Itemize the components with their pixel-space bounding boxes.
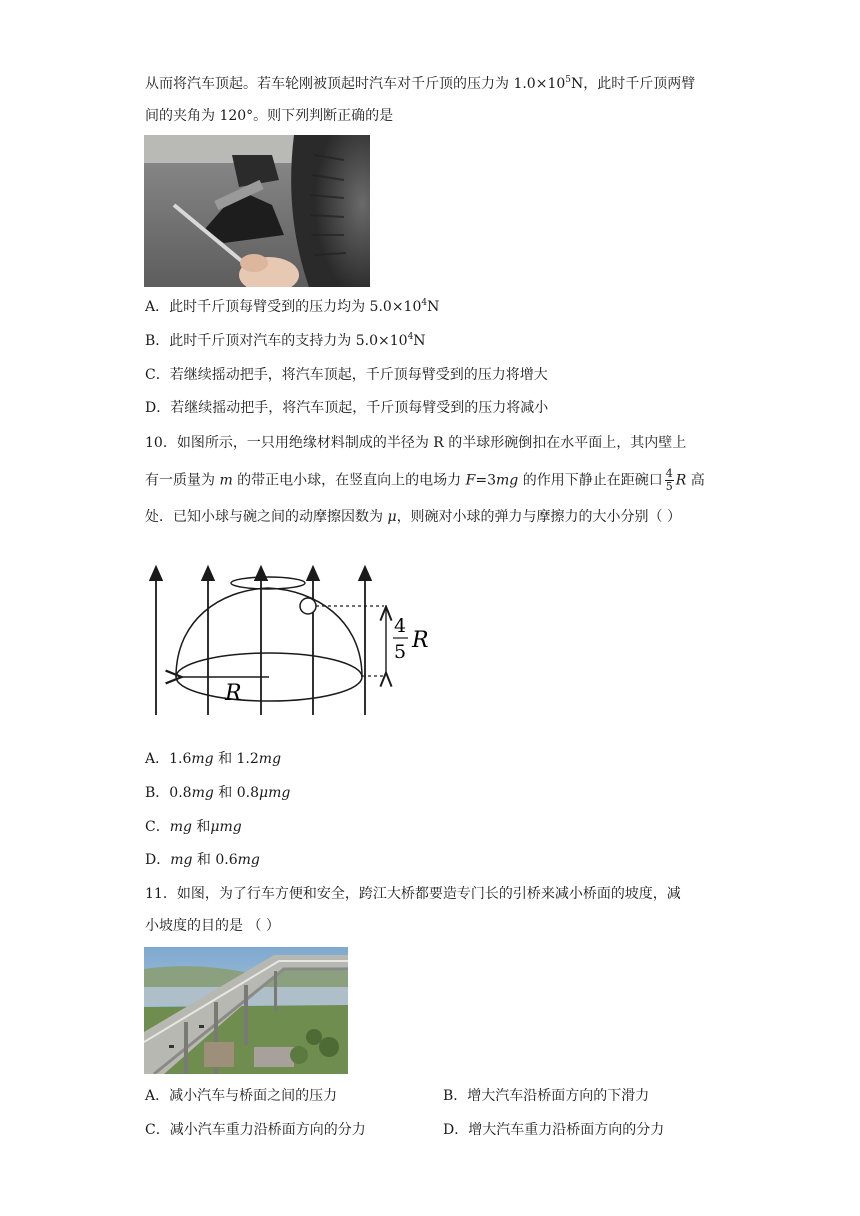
height-frac-num: 4 [394, 615, 407, 637]
q10-option-c: C．mg 和μmg [145, 819, 242, 835]
q10-stem-line1: 10．如图所示，一只用绝缘材料制成的半径为 R 的半球形碗倒扣在水平面上，其内壁上 [145, 435, 687, 451]
q11-option-b: B．增大汽车沿桥面方向的下滑力 [443, 1088, 650, 1104]
q10-option-a: A．1.6mg 和 1.2mg [145, 751, 282, 767]
hemisphere-bowl-diagram [140, 560, 450, 720]
q9-option-d: D．若继续摇动把手，将汽车顶起，千斤顶每臂受到的压力将减小 [145, 400, 549, 416]
q10-option-d: D．mg 和 0.6mg [145, 852, 260, 868]
q10-stem-line3: 处．已知小球与碗之间的动摩擦因数为 μ，则碗对小球的弹力与摩擦力的大小分别（ ） [145, 509, 682, 525]
height-frac-den: 5 [394, 641, 407, 663]
height-frac-r: R [412, 628, 429, 653]
q9-option-a: A．此时千斤顶每臂受到的压力均为 $5.0\times 10^4N$ [145, 298, 440, 315]
q11-stem-line1: 11．如图，为了行车方便和安全，跨江大桥都要造专门长的引桥来减小桥面的坡度，减 [145, 886, 681, 902]
q9-option-b: B．此时千斤顶对汽车的支持力为 $5.0\times 10^4N$ [145, 332, 426, 349]
bowl-dome [176, 588, 362, 677]
top-small-ellipse [231, 577, 305, 589]
car-jack-photo [144, 135, 370, 287]
q11-stem-line2: 小坡度的目的是 （ ） [145, 918, 280, 934]
charged-ball [300, 598, 316, 614]
bridge-photo [144, 947, 348, 1074]
q11-option-a: A．减小汽车与桥面之间的压力 [145, 1088, 338, 1104]
q10-option-b: B．0.8mg 和 0.8μmg [145, 785, 291, 801]
q9-stem-line2: 间的夹角为 120°。则下列判断正确的是 [145, 108, 394, 124]
q9-stem-line1: 从而将汽车顶起。若车轮刚被顶起时汽车对千斤顶的压力为 $1.0\times 10^5N$，此时千斤顶两臂 [145, 75, 696, 92]
radius-label: R [225, 681, 242, 706]
fraction-four-fifths: $\frac{4}{5}$ [665, 467, 673, 493]
q11-option-d: D．增大汽车重力沿桥面方向的分力 [443, 1122, 665, 1138]
q9-option-c: C．若继续摇动把手，将汽车顶起，千斤顶每臂受到的压力将增大 [145, 367, 548, 383]
q11-option-c: C．减小汽车重力沿桥面方向的分力 [145, 1122, 366, 1138]
q10-stem-line2: 有一质量为 m 的带正电小球，在竖直向上的电场力 F=3mg 的作用下静止在距碗口 $\frac{4}{5}$ R 高 [145, 467, 705, 493]
